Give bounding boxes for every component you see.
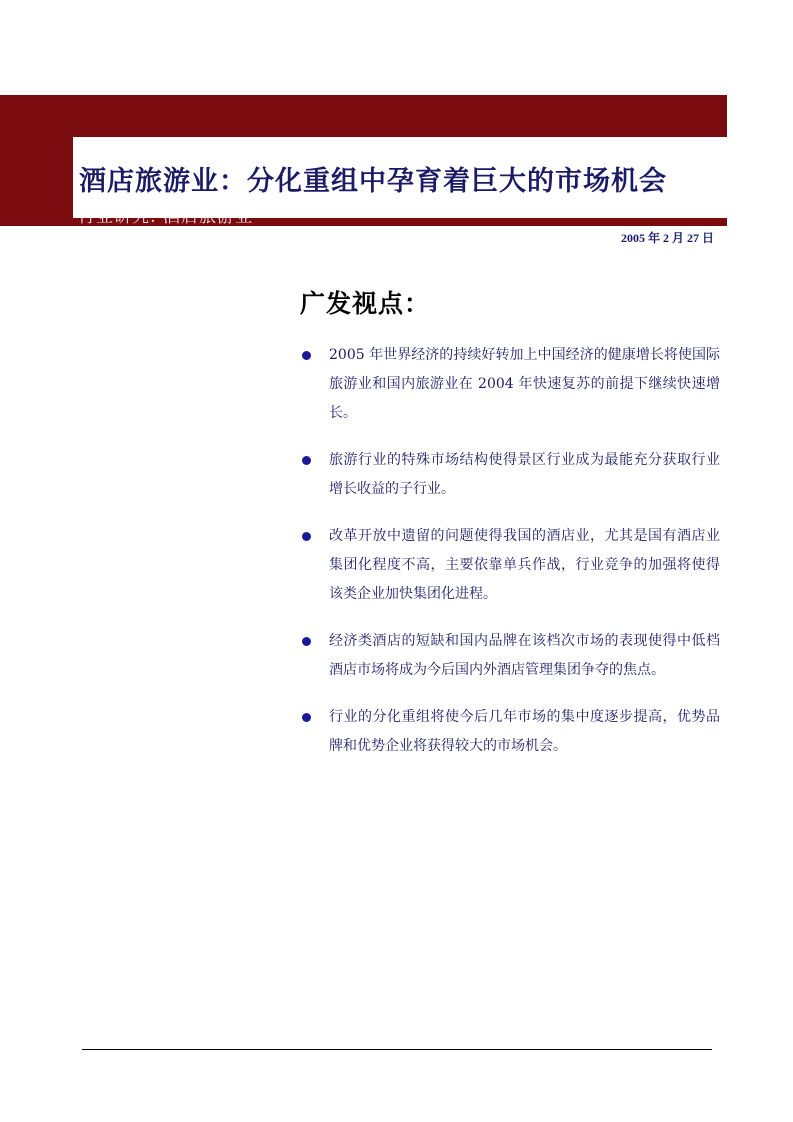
report-date: 2005 年 2 月 27 日 xyxy=(620,231,714,245)
bullet-icon xyxy=(302,713,311,722)
viewpoint-item xyxy=(300,446,720,504)
viewpoint-text: 改革开放中遗留的问题使得我国的酒店业，尤其是国有酒店业集团化程度不高，主要依靠单兵作战，行业竞争的加强将使得该类企业加快集团化进程。 xyxy=(329,528,720,602)
viewpoints-list xyxy=(300,341,720,779)
viewpoint-item xyxy=(300,341,720,428)
bullet-icon xyxy=(302,351,311,360)
viewpoint-item xyxy=(300,703,720,761)
viewpoint-item xyxy=(300,522,720,609)
viewpoint-text: 行业的分化重组将使今后几年市场的集中度逐步提高，优势品牌和优势企业将获得较大的市场机会。 xyxy=(329,709,720,754)
bullet-icon xyxy=(302,532,311,541)
viewpoint-text: 经济类酒店的短缺和国内品牌在该档次市场的表现使得中低档酒店市场将成为今后国内外酒店管理集团争夺的焦点。 xyxy=(329,633,720,678)
bullet-icon xyxy=(302,456,311,465)
footer-divider xyxy=(82,1049,712,1050)
bullet-icon xyxy=(302,637,311,646)
viewpoint-text: 旅游行业的特殊市场结构使得景区行业成为最能充分获取行业增长收益的子行业。 xyxy=(329,452,720,497)
viewpoint-text: 2005 年世界经济的持续好转加上中国经济的健康增长将使国际旅游业和国内旅游业在 2004 年快速复苏的前提下继续快速增长。 xyxy=(329,347,720,421)
title-box xyxy=(73,137,727,218)
report-title: 酒店旅游业：分化重组中孕育着巨大的市场机会 xyxy=(79,166,667,197)
viewpoint-item xyxy=(300,627,720,685)
viewpoints-heading: 广发视点： xyxy=(300,289,431,318)
